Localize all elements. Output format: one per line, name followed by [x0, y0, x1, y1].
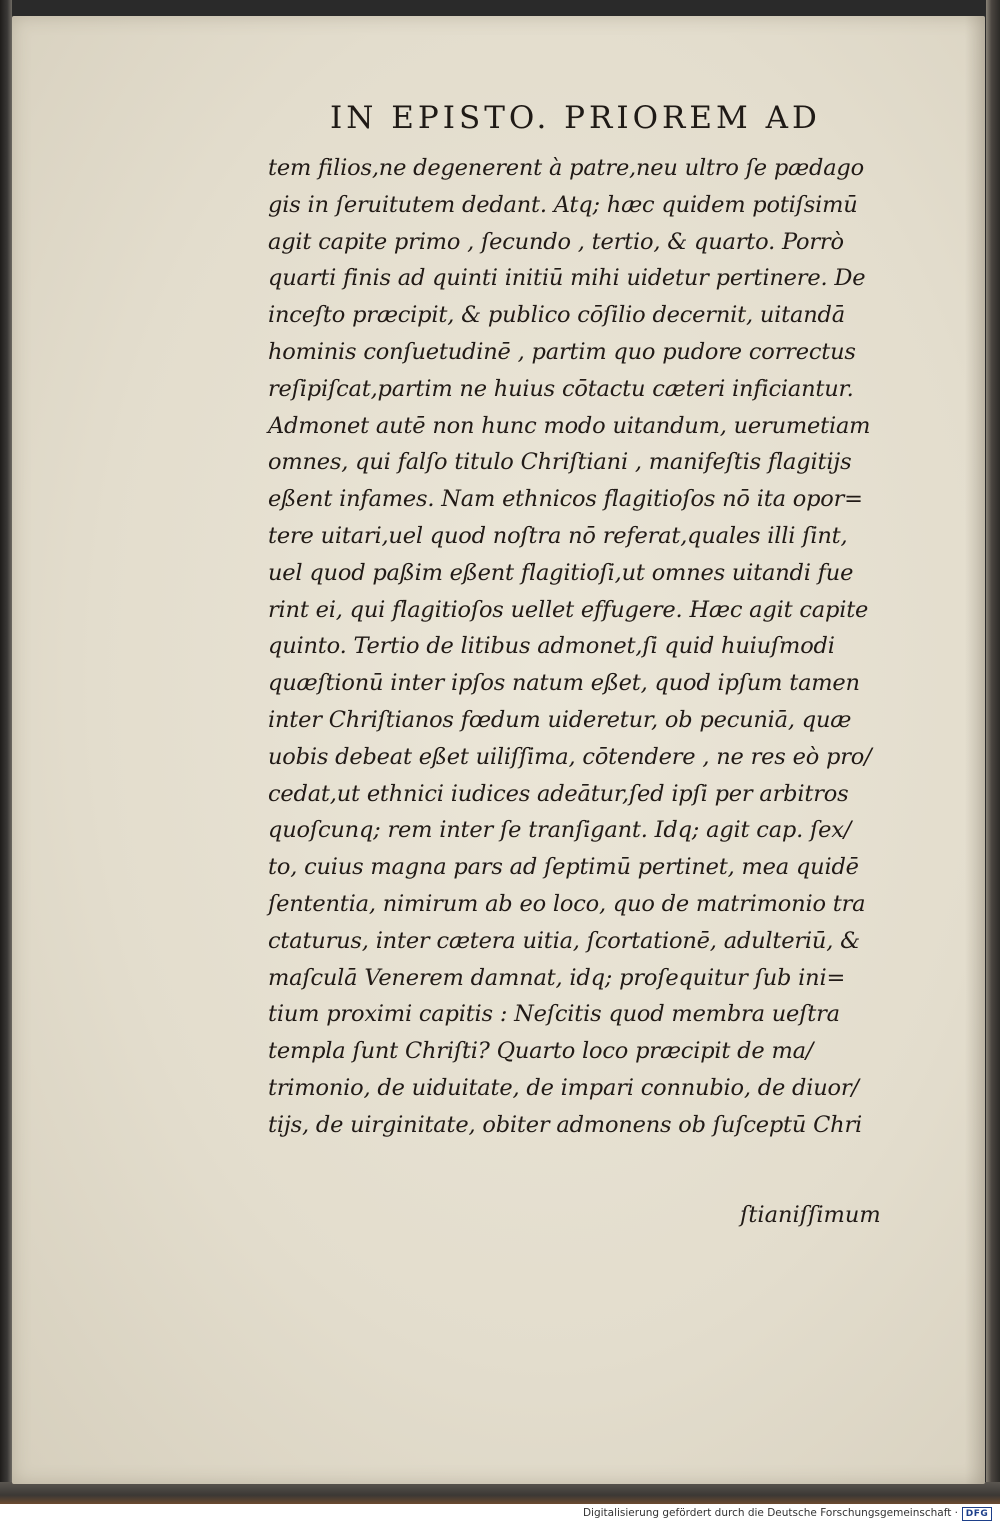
text-line: quinto. Tertio de litibus admonet,ſi quid huiuſmodi — [268, 633, 835, 660]
text-line: tere uitari,uel quod noſtra nō referat,quales illi ſint, — [268, 522, 848, 549]
text-line: quarti finis ad quinti initiū mihi uidetur pertinere. De — [268, 265, 866, 292]
text-line: agit capite primo , ſecundo , tertio, & quarto. Porrò — [268, 228, 844, 255]
page-gutter-shadow — [965, 16, 985, 1484]
text-line: eßent infames. Nam ethnicos flagitioſos nō ita opor= — [268, 486, 863, 513]
text-line: Admonet autē non hunc modo uitandum, uerumetiam — [268, 412, 871, 439]
text-line: uel quod paßim eßent flagitioſi,ut omnes uitandi fue — [268, 559, 854, 586]
text-line: inter Chriſtianos fœdum uideretur, ob pecuniā, quæ — [268, 706, 852, 733]
text-line: ſententia, nimirum ab eo loco, quo de matrimonio tra — [268, 890, 866, 917]
book-edge-bottom — [0, 1482, 1000, 1504]
text-line: ctaturus, inter cætera uitia, ſcortationē, adulteriū, & — [268, 927, 860, 954]
text-line: trimonio, de uiduitate, de impari connubio, de diuor/ — [268, 1074, 859, 1101]
text-line: to, cuius magna pars ad ſeptimū pertinet, mea quidē — [268, 854, 859, 881]
text-line: hominis conſuetudinē , partim quo pudore correctus — [268, 338, 856, 365]
text-line: inceſto præcipit, & publico cōſilio decernit, uitandā — [268, 302, 845, 329]
book-edge-right — [986, 0, 1000, 1504]
catchword: ſtianiſſimum — [740, 1202, 881, 1228]
footer-bar — [0, 1504, 1000, 1524]
text-line: rint ei, qui flagitioſos uellet effugere. Hæc agit capite — [268, 596, 869, 623]
text-line: tijs, de uirginitate, obiter admonens ob ſuſceptū Chri — [268, 1111, 862, 1138]
text-line: uobis debeat eßet uiliſſima, cōtendere , ne res eò pro/ — [268, 743, 872, 770]
text-line: quoſcunq; rem inter ſe tranſigant. Idq; agit cap. ſex/ — [268, 817, 852, 844]
text-line: maſculā Venerem damnat, idq; proſequitur ſub ini= — [268, 964, 846, 991]
text-line: templa ſunt Chriſti? Quarto loco præcipit de ma/ — [268, 1038, 814, 1065]
text-line: omnes, qui falſo titulo Chriſtiani , manifeſtis flagitijs — [268, 449, 852, 476]
text-line: tem filios,ne degenerent à patre,neu ultro ſe pædago — [268, 155, 864, 181]
running-head: IN EPISTO. PRIOREM AD — [330, 100, 821, 136]
body-text — [268, 150, 908, 1144]
text-line: gis in ſeruitutem dedant. Atq; hæc quidem potiſsimū — [268, 191, 858, 218]
book-edge-left — [0, 0, 12, 1504]
text-line: cedat,ut ethnici iudices adeātur,ſed ipſi per arbitros — [268, 780, 849, 807]
text-line: tium proximi capitis : Neſcitis quod membra ueſtra — [268, 1001, 840, 1028]
text-line: quæſtionū inter ipſos natum eßet, quod ipſum tamen — [268, 670, 860, 697]
dfg-logo-icon[interactable]: DFG — [962, 1507, 992, 1521]
funding-credit: Digitalisierung gefördert durch die Deutsche Forschungsgemeinschaft · — [582, 1507, 958, 1519]
text-line: reſipiſcat,partim ne huius cōtactu cæteri inficiantur. — [268, 375, 854, 402]
